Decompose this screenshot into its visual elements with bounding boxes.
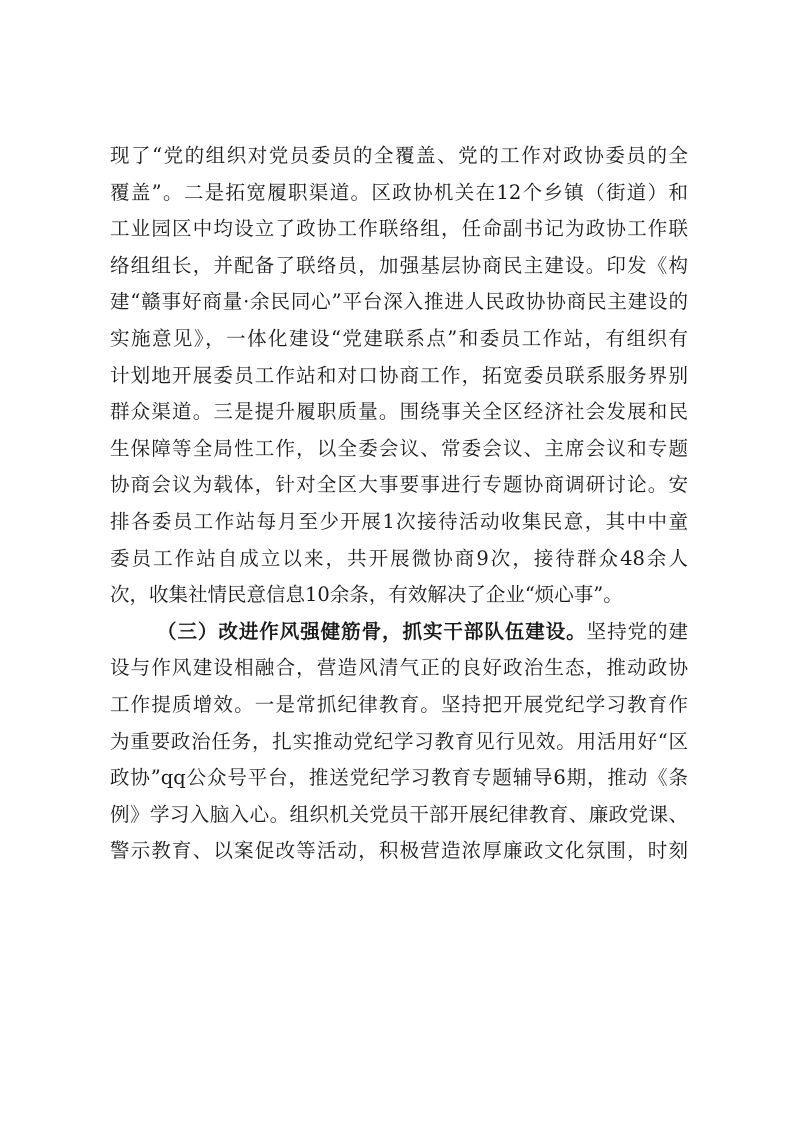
section-heading-line [110,614,688,651]
document-body [110,138,688,870]
text-line-20: 警示教育、以案促改等活动，积极营造浓厚廉政文化氛围，时刻 [110,839,688,863]
text-line-7: 计划地开展委员工作站和对口协商工作，拓宽委员联系服务界别 [110,363,688,387]
text-line-19: 例》学习入脑入心。组织机关党员干部开展纪律教育、廉政党课、 [110,802,688,826]
text-line-1: 现了“党的组织对党员委员的全覆盖、党的工作对政协委员的全 [110,144,688,167]
text-line-11: 排各委员工作站每月至少开展1次接待活动收集民意，其中中童 [110,509,688,533]
text-line-2: 覆盖”。二是拓宽履职渠道。区政协机关在12个乡镇（街道）和 [110,180,688,204]
text-line-5: 建“赣事好商量·余民同心”平台深入推进人民政协协商民主建设的 [110,290,688,314]
text-line-10: 协商会议为载体，针对全区大事要事进行专题协商调研讨论。安 [110,473,688,497]
text-line-12: 委员工作站自成立以来，共开展微协商9次，接待群众48余人 [110,546,688,570]
text-line-4: 络组组长，并配备了联络员，加强基层协商民主建设。印发《构 [110,253,688,277]
text-line-18: 政协”qq公众号平台，推送党纪学习教育专题辅导6期，推动《条 [110,766,688,790]
text-line-9: 生保障等全局性工作，以全委会议、常委会议、主席会议和专题 [110,436,688,460]
text-line-3: 工业园区中均设立了政协工作联络组，任命副书记为政协工作联 [110,217,688,241]
text-line-8: 群众渠道。三是提升履职质量。围绕事关全区经济社会发展和民 [110,400,688,424]
text-line-13: 次，收集社情民意信息10余条，有效解决了企业“烦心事”。 [110,583,623,607]
text-line-16: 工作提质增效。一是常抓纪律教育。坚持把开展党纪学习教育作 [110,692,688,716]
text-line-6: 实施意见》，一体化建设“党建联系点”和委员工作站，有组织有 [110,326,688,350]
text-line-17: 为重要政治任务，扎实推动党纪学习教育见行见效。用活用好“区 [110,729,688,753]
section-heading: （三）改进作风强健筋骨，抓实干部队伍建设。 [157,619,587,643]
text-line-15: 设与作风建设相融合，营造风清气正的良好政治生态，推动政协 [110,656,688,680]
section-heading-rest: 坚持党的建 [586,619,688,643]
